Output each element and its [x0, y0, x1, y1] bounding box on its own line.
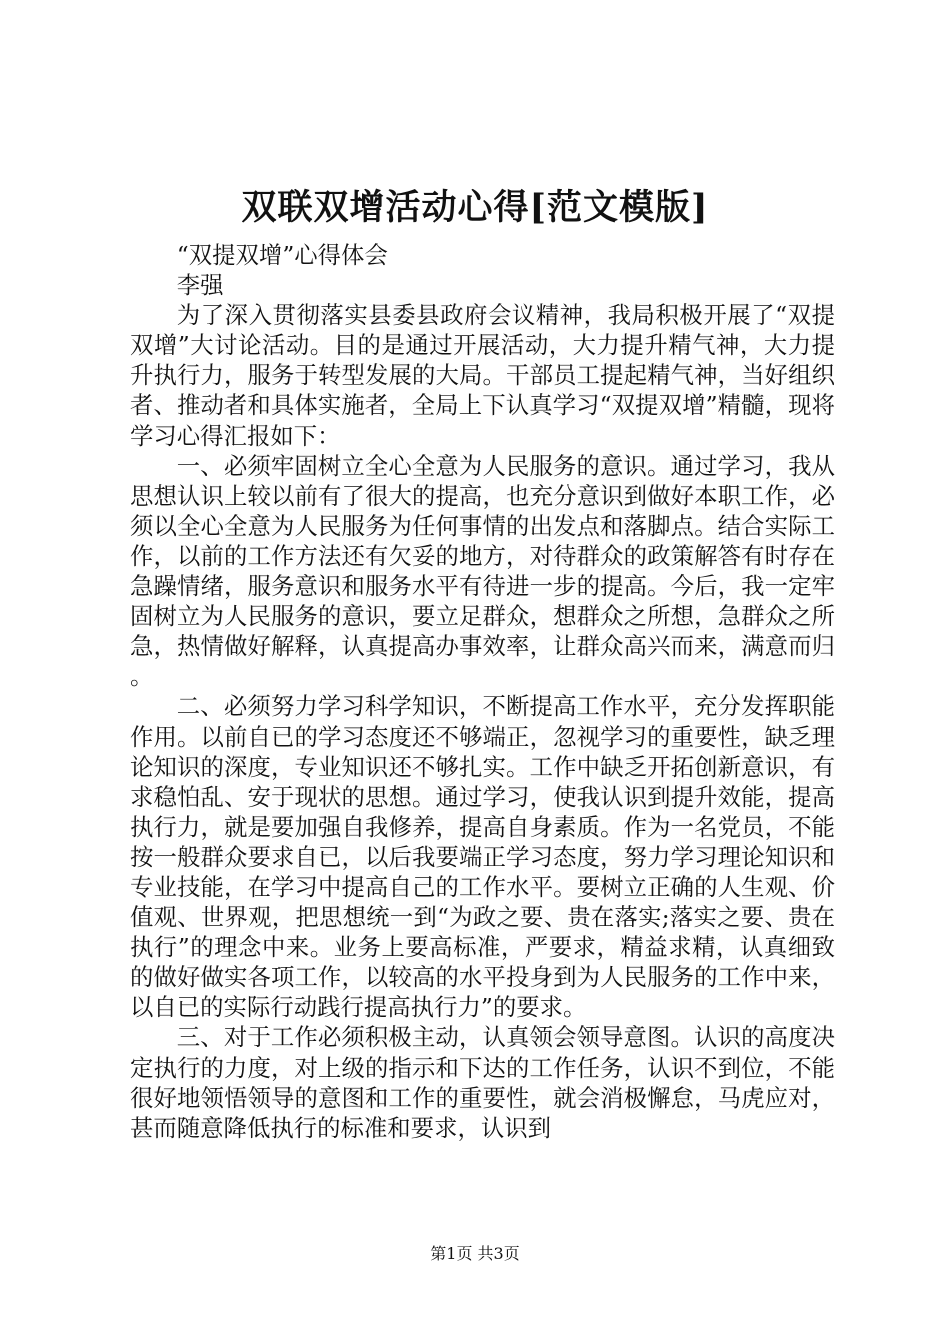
section-two-paragraph: 二、必须努力学习科学知识，不断提高工作水平，充分发挥职能作用。以前自已的学习态度还不够端正，忽视学习的重要性，缺乏理论知识的深度，专业知识还不够扎实。工作中缺乏开拓创新意识，有求稳怕乱、安于现状的思想。通过学习，使我认识到提升效能，提高执行力，就是要加强自我修养，提高自身素质。作为一名党员，不能按一般群众要求自已，以后我要端正学习态度，努力学习理论知识和专业技能，在学习中提高自己的工作水平。要树立正确的人生观、价值观、世界观，把思想统一到“为政之要、贵在落实;落实之要、贵在执行”的理念中来。业务上要高标准，严要求，精益求精，认真细致的做好做实各项工作，以较高的水平投身到为人民服务的工作中来，以自已的实际行动践行提高执行力”的要求。	[130, 692, 835, 1022]
document-title: 双联双增活动心得[范文模版]	[241, 187, 709, 228]
section-one-paragraph: 一、必须牢固树立全心全意为人民服务的意识。通过学习，我从思想认识上较以前有了很大的提高，也充分意识到做好本职工作，必须以全心全意为人民服务为任何事情的出发点和落脚点。结合实际工作，以前的工作方法还有欠妥的地方，对待群众的政策解答有时存在急躁情绪，服务意识和服务水平有待进一步的提高。今后，我一定牢固树立为人民服务的意识，要立足群众，想群众之所想，急群众之所急，热情做好解释，认真提高办事效率，让群众高兴而来，满意而归。	[130, 451, 835, 691]
subtitle-paragraph: “双提双增”心得体会	[176, 241, 388, 269]
page-footer: 第1页 共3页	[430, 1244, 520, 1263]
author-paragraph: 李强	[176, 271, 224, 300]
section-three-paragraph: 三、对于工作必须积极主动，认真领会领导意图。认识的高度决定执行的力度，对上级的指示和下达的工作任务，认识不到位，不能很好地领悟领导的意图和工作的重要性，就会消极懈怠，马虎应对，甚而随意降低执行的标准和要求，认识到	[130, 1023, 835, 1142]
document-body	[130, 240, 835, 1143]
intro-paragraph: 为了深入贯彻落实县委县政府会议精神，我局积极开展了“双提双增”大讨论活动。目的是通过开展活动，大力提升精气神，大力提升执行力，服务于转型发展的大局。干部员工提起精气神，当好组织者、推动者和具体实施者，全局上下认真学习“双提双增”精髓，现将学习心得汇报如下：	[130, 301, 835, 450]
